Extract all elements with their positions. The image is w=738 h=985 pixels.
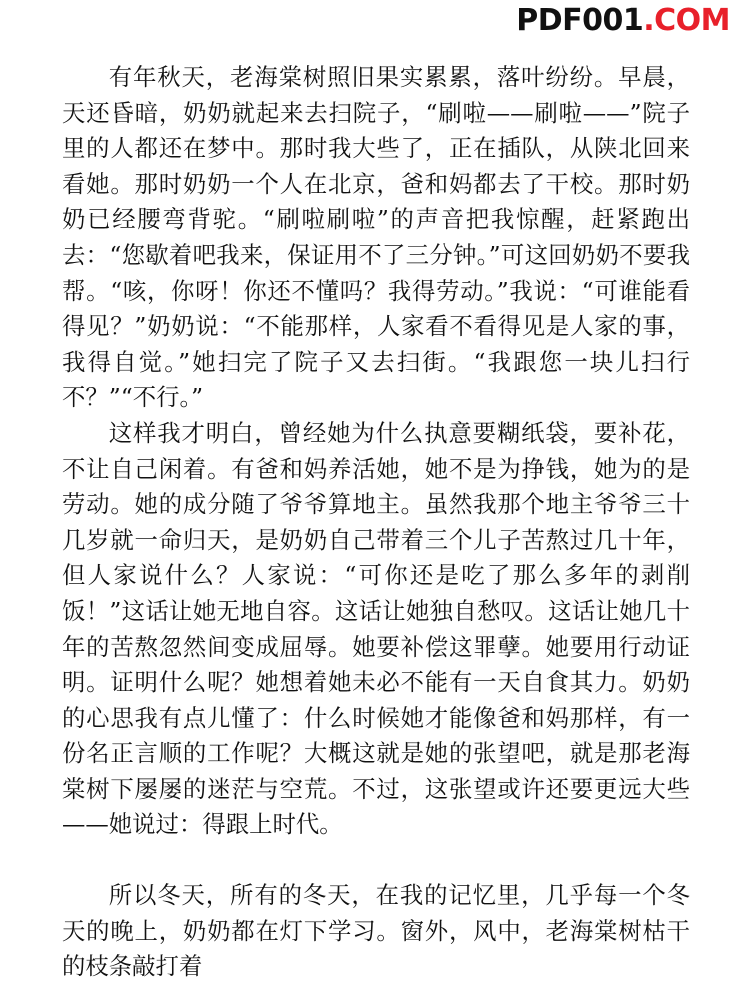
article-body xyxy=(62,60,690,985)
paragraph-2: 这样我才明白，曾经她为什么执意要糊纸袋，要补花，不让自己闲着。有爸和妈养活她，她不是为挣钱，她为的是劳动。她的成分随了爷爷算地主。虽然我那个地主爷爷三十几岁就一命归天，是奶奶自己带着三个儿子苦熬过几十年，但人家说什么？人家说：“可你还是吃了那么多年的剥削饭！”这话让她无地自容。这话让她独自愁叹。这话让她几十年的苦熬忽然间变成屈辱。她要补偿这罪孽。她要用行动证明。证明什么呢？她想着她未必不能有一天自食其力。奶奶的心思我有点儿懂了：什么时候她才能像爸和妈那样，有一份名正言顺的工作呢？大概这就是她的张望吧，就是那老海棠树下屡屡的迷茫与空荒。不过，这张望或许还要更远大些——她说过：得跟上时代。 xyxy=(62,418,690,839)
paragraph-1: 有年秋天，老海棠树照旧果实累累，落叶纷纷。早晨，天还昏暗，奶奶就起来去扫院子，“刷啦——刷啦——”院子里的人都还在梦中。那时我大些了，正在插队，从陕北回来看她。那时奶奶一个人在北京，爸和妈都去了干校。那时奶奶已经腰弯背驼。“刷啦刷啦”的声音把我惊醒，赶紧跑出去：“您歇着吧我来，保证用不了三分钟。”可这回奶奶不要我帮。“咳，你呀！你还不懂吗？我得劳动。”我说：“可谁能看得见？”奶奶说：“不能那样，人家看不看得见是人家的事，我得自觉。”她扫完了院子又去扫街。“我跟您一块儿扫行不？”“不行。” xyxy=(62,63,690,412)
paragraph-3: 所以冬天，所有的冬天，在我的记忆里，几乎每一个冬天的晚上，奶奶都在灯下学习。窗外，风中，老海棠树枯干的枝条敲打着 xyxy=(62,881,690,981)
site-watermark xyxy=(516,3,730,38)
watermark-accent-text: .COM xyxy=(643,3,730,38)
watermark-main-text: PDF001 xyxy=(516,3,644,38)
